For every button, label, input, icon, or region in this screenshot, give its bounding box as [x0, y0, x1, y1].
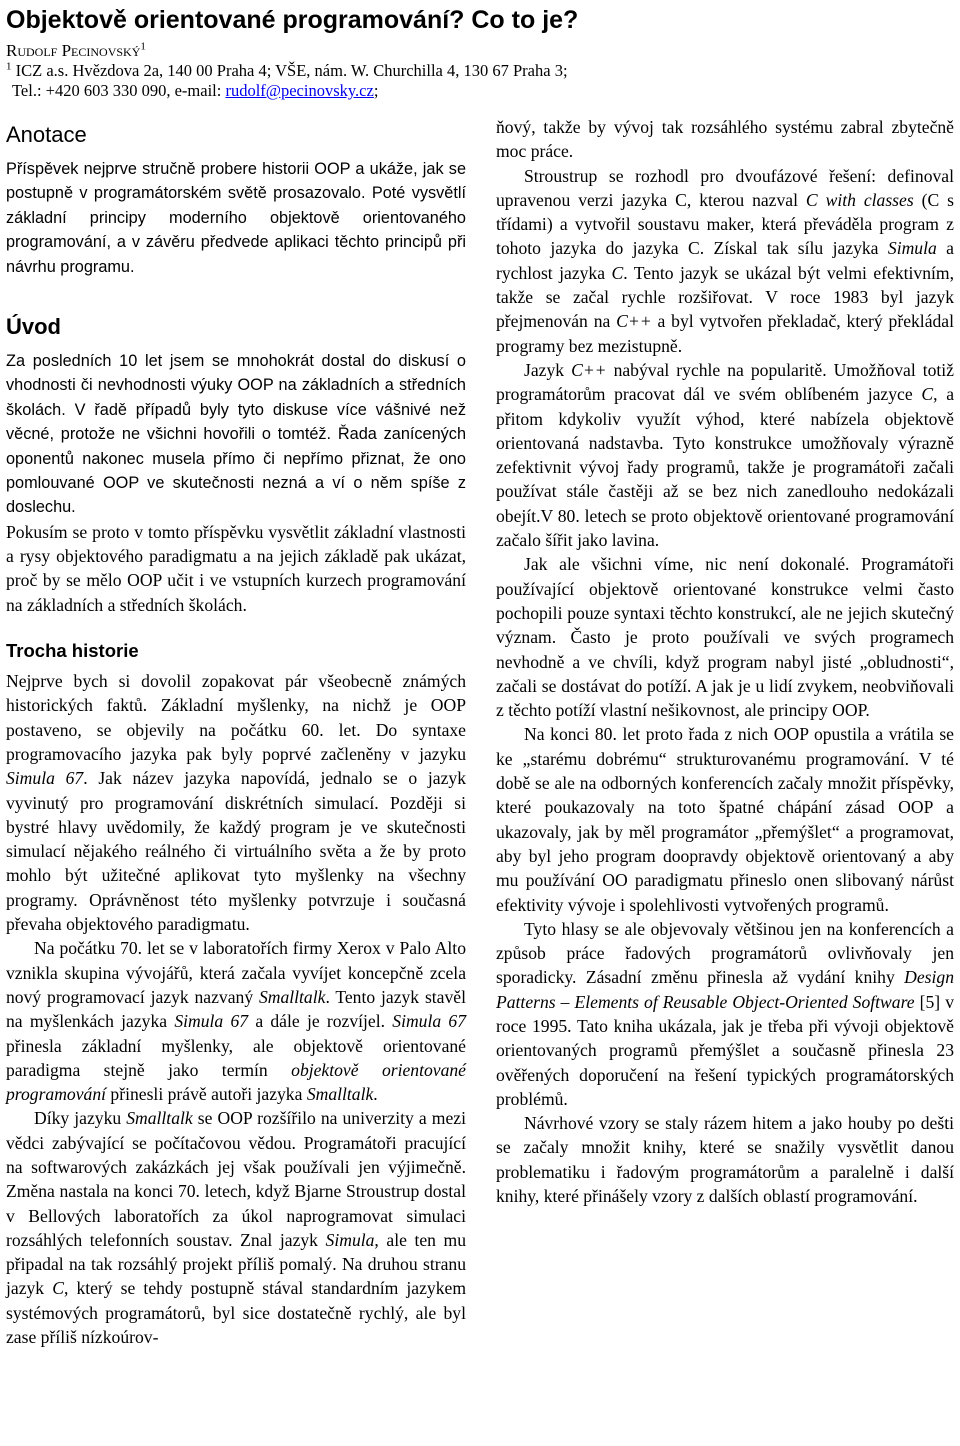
paper-title: Objektově orientované programování? Co to je?: [6, 6, 579, 34]
contact-phone: Tel.: +420 603 330 090, e-mail:: [12, 81, 226, 100]
lang-name-smalltalk: Smalltalk: [258, 986, 326, 1007]
history-paragraph-2: [6, 936, 466, 1106]
abstract-section: [6, 121, 466, 279]
text-run: Jazyk: [524, 359, 572, 380]
lang-name-simula67: Simula 67: [6, 768, 84, 789]
contact-suffix: ;: [373, 81, 379, 100]
intro-heading: Úvod: [6, 314, 61, 340]
affiliation-footnote-mark: 1: [6, 60, 12, 73]
lang-name-c-with-classes: C with classes: [805, 189, 914, 210]
text-run: nabýval rychle na popularitě. Umožňoval totiž programátorům pracovat dál ve svém oblíbeném jazyce: [496, 359, 954, 405]
text-run: , který se tehdy postupně stával standardním jazykem systémových programátorů, byl sice dostatečně rychlý, ale byl zase příliš nízkoúrov-: [6, 1278, 467, 1348]
affiliation-address: ICZ a.s. Hvězdova 2a, 140 00 Praha 4; VŠE, nám. W. Churchilla 4, 130 67 Praha 3;: [11, 61, 568, 80]
history-paragraph-7: Na konci 80. let proto řada z nich OOP opustila a vrátila se ke „starému dobrému“ strukturovanému programování. V té době se ale na odborných konferencích začaly množit příspěvky, které poukazovaly na toto špatné chápání zásad OOP a ukazovaly, jak by měl programátor „přemýšlet“ a programovat, aby byl jeho program doopravdy objektově orientovaný a aby mu používání OO paradigmatu přineslo onen slibovaný nárůst efektivity vývoje i spolehlivosti vytvořených programů.: [496, 724, 954, 915]
text-run: (C s třídami) a vytvořil soustavu maker, která převáděla program z tohoto jazyka do jazyka C. Získal tak sílu jazyka: [496, 189, 954, 259]
lang-name-smalltalk: Smalltalk: [126, 1108, 193, 1129]
text-run: přinesla základní myšlenky, ale objektově orientované paradigma stejně jako termín: [6, 1035, 466, 1080]
intro-paragraph-2: Pokusím se proto v tomto příspěvku vysvětlit základní vlastnosti a rysy objektového paradigmatu a na jejich základě pak ukázat, proč by se mělo OOP učit i ve vstupních kurzech programování na základních a středních školách.: [6, 521, 466, 615]
term-oop: objektově orientované programování: [6, 1059, 466, 1105]
lang-name-cpp: C++: [616, 311, 652, 332]
author-line: [6, 40, 954, 61]
text-run: . Jak název jazyka napovídá, jednalo se o jazyk vyvinutý pro programování diskrétních simulací. Později si bystré hlavy uvědomily, že každý program je ve skutečnosti simulací nějakého reálného či virtuálního světa a že by proto mohlo být užitečné aplikovat tyto myšlenky na všechny programy. Oprávněnost této myšlenky potvrzuje i současná převaha objektového paradigmatu.: [6, 768, 466, 935]
history-continued-paragraph: ňový, takže by vývoj tak rozsáhlého systému zabral zbytečně moc práce.: [496, 117, 954, 162]
history-heading: Trocha historie: [6, 640, 139, 662]
text-run: Díky jazyku: [34, 1108, 127, 1129]
lang-name-c: C: [611, 262, 624, 283]
text-run: a dále je rozvíjel.: [248, 1011, 393, 1032]
abstract-text: Příspěvek nejprve stručně probere historii OOP a ukáže, jak se postupně v programátorském světě prosazovalo. Poté vysvětlí základní principy moderního objektově orientovaného programování, a v závěru předvede aplikaci těchto principů při návrhu programu.: [6, 160, 466, 276]
history-paragraph-1: [6, 669, 466, 936]
text-run: , ale ten mu připadal na tak rozsáhlý projekt příliš pomalý. Na druhou stranu jazyk: [6, 1229, 466, 1299]
affiliation: [6, 61, 954, 101]
text-run: Stroustrup se rozhodl pro dvoufázové řešení: definoval upravenou verzi jazyka C, kterou nazval: [496, 165, 954, 210]
lang-name-c: C: [921, 384, 934, 405]
history-paragraph-8: [496, 917, 954, 1111]
history-paragraph-9: Návrhové vzory se staly rázem hitem a jako houby po dešti se začaly množit knihy, které se snažily vysvětlit danou problematiku i řadovým programátorům a paralelně i další knihy, které přinášely vzory z dalších oblastí programování.: [496, 1113, 954, 1207]
text-run: , a přitom kdykoliv využít výhod, které nabízela objektově orientovaná nadstavba. Tyto konstrukce umožňovaly výrazně zefektivnit vývoj řady programů, takže je programátoři začali používat stále častěji až se bez nich zanedlouho nedokázali obejít.V 80. letech se proto objektově orientované programování začalo šířit jako lavina.: [496, 384, 955, 551]
author-footnote-mark: 1: [140, 40, 146, 53]
text-run: Na počátku 70. let se v laboratořích firmy Xerox v Palo Alto vznikla skupina vývojářů, která začala vyvíjet koncepčně zcela nový programovací jazyk nazvaný: [6, 938, 466, 1007]
right-column: [496, 115, 954, 1349]
lang-name-c: C: [52, 1278, 64, 1299]
intro-section: [6, 313, 466, 617]
history-section: [6, 639, 466, 1349]
two-column-body: [6, 117, 955, 1349]
email-link[interactable]: rudolf@pecinovsky.cz: [225, 81, 374, 100]
text-run: se OOP rozšířilo na univerzity a mezi vědci zabývající se počítačovou vědou. Programátoři pracující na softwarových zakázkách jej však používali jen výjimečně. Změna nastala na konci 70. letech, když Bjarne Stroustrup dostal v Bellových laboratořích za úkol naprogramovat simulaci rozsáhlých telefonních soustav. Znal jazyk: [6, 1108, 466, 1250]
text-run: a byl vytvořen překladač, který překládal programy bez mezistupně.: [496, 311, 954, 356]
affiliation-contact: [6, 81, 954, 101]
lang-name-simula: Simula: [325, 1229, 375, 1250]
lang-name-simula: Simula: [887, 238, 937, 259]
text-run: přinesli právě autoři jazyka: [106, 1084, 307, 1105]
left-column: [6, 121, 466, 1349]
lang-name-simula67: Simula 67: [174, 1011, 249, 1032]
author-name: Rudolf Pecinovský: [6, 41, 141, 60]
history-paragraph-3: [6, 1106, 466, 1349]
text-run: Tyto hlasy se ale objevovaly většinou jen na konferencích a způsob práce řadových programátorů ovlivňovaly jen sporadicky. Zásadní změnu přinesla až vydání knihy: [496, 918, 954, 988]
text-run: [5] v roce 1995. Tato kniha ukázala, jak je třeba při vývoji objektově orientovaných programů přemýšlet a současně přinesla 23 ověřených doporučení na řešení typických programátorských problémů.: [496, 991, 954, 1109]
text-run: a rychlost jazyka: [496, 238, 954, 283]
history-paragraph-4: [496, 164, 954, 358]
text-run: .: [373, 1084, 378, 1105]
history-paragraph-6: Jak ale všichni víme, nic není dokonalé. Programátoři používající objektově orientované konstrukce velmi často pochopili pouze syntaxi těchto konstrukcí, ale ne jejich skutečný význam. Často je proto používali ve svých programech nevhodně a ve chvíli, když program nabyl jisté „obludnosti“, začali se dostávat do potíží. A jak je u lidí zvykem, neobviňovali z těchto potíží vlastní nešikovnost, ale principy OOP.: [496, 554, 954, 721]
text-run: . Tento jazyk stavěl na myšlenkách jazyka: [6, 986, 466, 1032]
lang-name-smalltalk: Smalltalk: [306, 1084, 374, 1105]
intro-paragraph-1: Za posledních 10 let jsem se mnohokrát dostal do diskusí o vhodnosti či nevhodnosti výuky OOP na základních a středních školách. V řadě případů byly tyto diskuse více vášnivé než věcné, protože ne všichni hovořili o tomtéž. Řada zanícených oponentů nakonec musela přímo či nepřímo přiznat, že ono pomlouvané OOP ve skutečnosti nezná a ví o něm spíše z doslechu.: [6, 352, 466, 517]
abstract-heading: Anotace: [6, 122, 87, 147]
text-run: . Tento jazyk se ukázal být velmi efektivním, takže se začal rychle rozšiřovat. V roce 1983 byl jazyk přejmenován na: [496, 262, 954, 332]
lang-name-simula67: Simula 67: [392, 1011, 467, 1032]
book-title-design-patterns: Design Patterns – Elements of Reusable Object-Oriented Software: [496, 967, 954, 1012]
text-run: Nejprve bych si dovolil zopakovat pár všeobecně známých historických faktů. Základní myšlenky, na nichž je OOP postaveno, se objevily na počátku 60. let. Do syntaxe programovacího jazyka pak byly poprvé začleněny v jazyku: [6, 671, 466, 764]
history-paragraph-5: [496, 358, 954, 552]
lang-name-cpp: C++: [571, 359, 607, 380]
